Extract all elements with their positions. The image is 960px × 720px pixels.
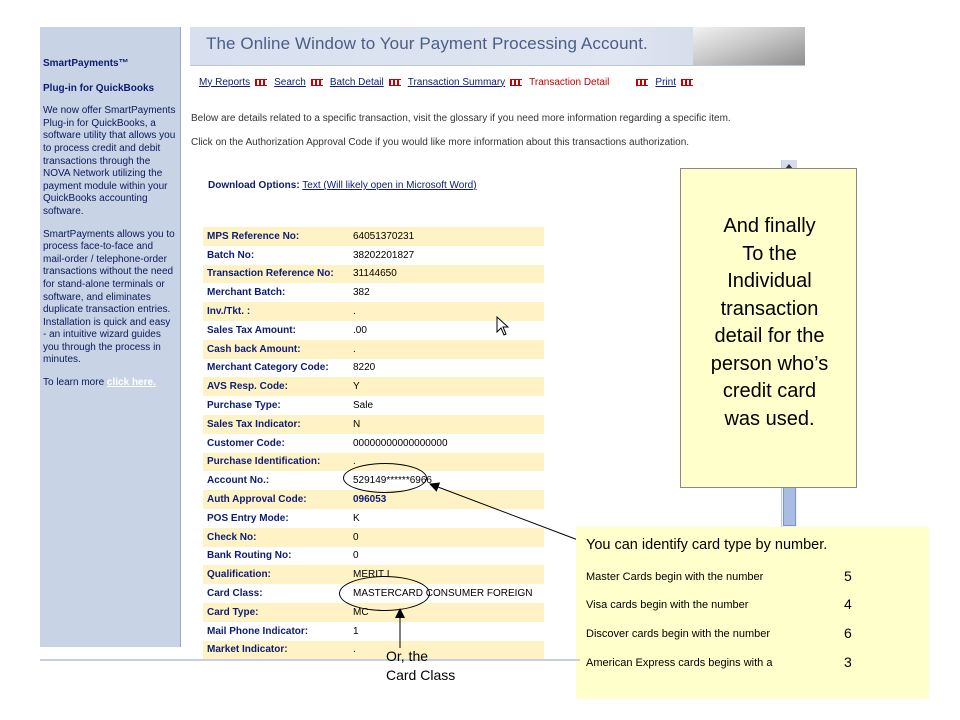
callout-line: credit card xyxy=(722,380,817,402)
banner-title: The Online Window to Your Payment Processing Account. xyxy=(206,34,648,53)
detail-value: MERIT I xyxy=(353,569,390,581)
detail-label: Batch No: xyxy=(207,249,255,261)
info-row-number: 6 xyxy=(844,625,852,641)
learn-more-text: To learn more xyxy=(43,377,105,389)
callout-line: To the xyxy=(742,242,797,265)
detail-value: 31144650 xyxy=(353,268,397,280)
caption-line: Card Class xyxy=(386,667,456,683)
detail-value: 64051370231 xyxy=(353,230,415,242)
detail-label: Bank Routing No: xyxy=(207,550,292,562)
detail-value: . xyxy=(353,644,356,656)
info-row-number: 5 xyxy=(844,568,852,584)
info-row-text: Master Cards begin with the number xyxy=(586,571,764,583)
detail-label: Card Type: xyxy=(207,606,259,618)
card-type-info-box xyxy=(576,527,929,699)
detail-label: Customer Code: xyxy=(207,437,285,449)
nav-search[interactable]: Search xyxy=(274,76,306,88)
description-line-2: Click on the Authorization Approval Code if you would like more information about this transactions authorization. xyxy=(191,137,690,148)
detail-value: . xyxy=(353,343,356,355)
detail-label: Qualification: xyxy=(207,569,271,581)
detail-value: K xyxy=(353,512,360,524)
detail-label: Purchase Identification: xyxy=(207,456,321,468)
info-row-number: 4 xyxy=(844,596,852,612)
info-row-number: 3 xyxy=(844,654,852,670)
detail-value: Sale xyxy=(353,400,374,412)
callout-line: transaction xyxy=(720,297,819,320)
arrow-to-account-number xyxy=(430,484,578,540)
detail-value: . xyxy=(353,456,356,468)
caption-line: Or, the xyxy=(386,648,429,664)
detail-value: 0 xyxy=(353,550,359,562)
click-here-link[interactable]: click here. xyxy=(106,377,156,389)
sidebar-title: SmartPayments™ xyxy=(43,58,129,69)
detail-value: 00000000000000000 xyxy=(353,437,448,449)
detail-label: AVS Resp. Code: xyxy=(207,381,288,393)
detail-value: 38202201827 xyxy=(353,249,415,261)
info-row-text: American Express cards begins with a xyxy=(586,657,773,669)
detail-label: Inv./Tkt. : xyxy=(207,306,251,318)
info-row-text: Discover cards begin with the number xyxy=(586,628,771,640)
detail-label: MPS Reference No: xyxy=(207,230,300,242)
nav-print[interactable]: Print xyxy=(655,76,676,88)
detail-label: Account No.: xyxy=(207,475,270,487)
detail-label: Sales Tax Amount: xyxy=(207,324,296,336)
info-row-text: Visa cards begin with the number xyxy=(586,599,749,611)
detail-value: .00 xyxy=(353,324,367,336)
card-class-value: MASTERCARD CONSUMER FOREIGN xyxy=(353,588,533,600)
detail-label: Cash back Amount: xyxy=(207,343,301,355)
detail-label: Mail Phone Indicator: xyxy=(207,625,309,637)
card-class-caption xyxy=(386,647,455,685)
callout-line: Individual xyxy=(727,270,812,292)
info-box-title: You can identify card type by number. xyxy=(586,537,828,553)
detail-value: MC xyxy=(353,606,369,618)
callout-line: was used. xyxy=(724,407,815,430)
callout-line: person who’s xyxy=(710,352,829,375)
download-text-link[interactable]: Text (Will likely open in Microsoft Word) xyxy=(302,180,477,191)
description-line-1: Below are details related to a specific transaction, visit the glossary if you need more information regarding a specific item. xyxy=(191,113,731,124)
auth-approval-code-link[interactable]: 096053 xyxy=(353,494,387,506)
page-bottom-divider xyxy=(40,659,580,661)
detail-value: 382 xyxy=(353,287,370,299)
sidebar-paragraph-smartpayments: SmartPayments allows you to process face-to-face and mail-order / telephone-order transactions without the need for stand-alone terminals or software, and eliminates duplicate transaction entries. Installation is quick and easy - an intuitive wizard guides you through the process in minutes. xyxy=(43,228,175,366)
detail-label: Merchant Batch: xyxy=(207,287,286,299)
callout-note xyxy=(680,168,857,488)
detail-label: Transaction Reference No: xyxy=(207,268,334,280)
detail-label: Sales Tax Indicator: xyxy=(207,418,301,430)
detail-label: Auth Approval Code: xyxy=(207,494,307,506)
detail-label: Card Class: xyxy=(207,588,263,600)
callout-line: detail for the xyxy=(714,325,825,347)
detail-value: . xyxy=(353,306,356,318)
detail-value: Y xyxy=(353,381,360,393)
detail-label: POS Entry Mode: xyxy=(207,512,289,524)
nav-my-reports[interactable]: My Reports xyxy=(199,76,251,88)
nav-transaction-summary[interactable]: Transaction Summary xyxy=(407,76,506,88)
detail-label: Check No: xyxy=(207,531,257,543)
detail-value: 8220 xyxy=(353,362,376,374)
callout-text xyxy=(681,213,858,433)
detail-value: 1 xyxy=(353,625,359,637)
detail-label: Purchase Type: xyxy=(207,400,281,412)
callout-line: And finally xyxy=(723,215,816,237)
sidebar-subtitle: Plug-in for QuickBooks xyxy=(43,82,155,94)
detail-label: Market Indicator: xyxy=(207,644,288,656)
detail-label: Merchant Category Code: xyxy=(207,362,329,374)
nav-transaction-detail: Transaction Detail xyxy=(529,76,610,88)
sidebar-paragraph-plugin: We now offer SmartPayments Plug-in for QuickBooks, a software utility that allows you to process credit and debit transactions through the NOVA Network utilizing the payment module within your QuickBooks accounting software. xyxy=(43,105,176,217)
account-number-value: 529149******6966 xyxy=(353,475,432,487)
detail-value: 0 xyxy=(353,531,359,543)
download-options-label: Download Options: xyxy=(208,180,300,191)
nav-batch-detail[interactable]: Batch Detail xyxy=(329,76,384,88)
detail-value: N xyxy=(353,418,361,430)
